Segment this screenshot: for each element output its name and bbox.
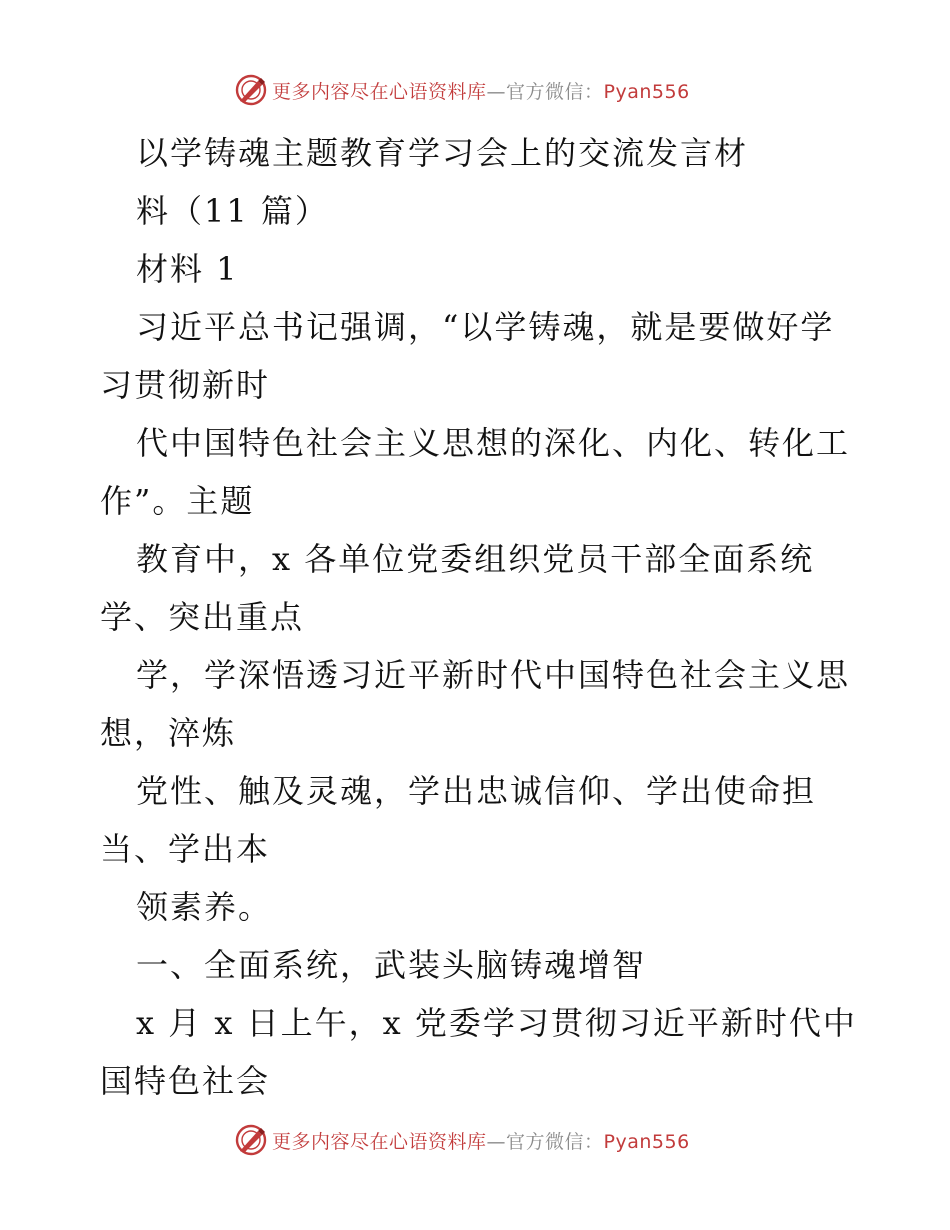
text-line-8: 教育中，x 各单位党委组织党员干部全面系统 bbox=[136, 540, 815, 578]
header-watermark bbox=[234, 72, 690, 108]
text-line-12: 党性、触及灵魂，学出忠诚信仰、学出使命担 bbox=[136, 772, 817, 810]
text-line-3: 材料 1 bbox=[136, 250, 239, 288]
text-line-16: x 月 x 日上午，x 党委学习贯彻习近平新时代中 bbox=[136, 1004, 857, 1042]
text-line-13: 当、学出本 bbox=[100, 830, 271, 868]
section-heading: 一、全面系统，武装头脑铸魂增智 bbox=[136, 946, 647, 984]
pen-logo-icon bbox=[234, 73, 268, 107]
pen-logo-icon bbox=[234, 1123, 268, 1157]
watermark-dash: — bbox=[486, 1130, 507, 1153]
text-line-6: 代中国特色社会主义思想的深化、内化、转化工 bbox=[136, 424, 851, 462]
text-line-4: 习近平总书记强调，“以学铸魂，就是要做好学 bbox=[136, 308, 835, 346]
text-line-17: 国特色社会 bbox=[100, 1062, 271, 1100]
watermark-wechat-label: 官方微信： bbox=[506, 1130, 604, 1153]
document-body bbox=[100, 124, 870, 1110]
watermark-brand: 更多内容尽在心语资料库 bbox=[272, 1130, 487, 1153]
watermark-text bbox=[272, 1127, 690, 1154]
footer-watermark bbox=[234, 1122, 690, 1158]
watermark-dash: — bbox=[486, 80, 507, 103]
text-line-14: 领素养。 bbox=[136, 888, 273, 926]
text-line-11: 想，淬炼 bbox=[100, 714, 237, 752]
watermark-brand: 更多内容尽在心语资料库 bbox=[272, 80, 487, 103]
text-line-7: 作”。主题 bbox=[100, 482, 255, 520]
watermark-wechat-id: Pyan556 bbox=[603, 80, 690, 103]
text-line-10: 学，学深悟透习近平新时代中国特色社会主义思 bbox=[136, 656, 851, 694]
watermark-wechat-label: 官方微信： bbox=[506, 80, 604, 103]
watermark-wechat-id: Pyan556 bbox=[603, 1130, 690, 1153]
text-line-1: 以学铸魂主题教育学习会上的交流发言材 bbox=[136, 134, 749, 172]
text-line-9: 学、突出重点 bbox=[100, 598, 305, 636]
text-line-2: 料（11 篇） bbox=[136, 192, 329, 230]
text-line-5: 习贯彻新时 bbox=[100, 366, 271, 404]
watermark-text bbox=[272, 77, 690, 104]
